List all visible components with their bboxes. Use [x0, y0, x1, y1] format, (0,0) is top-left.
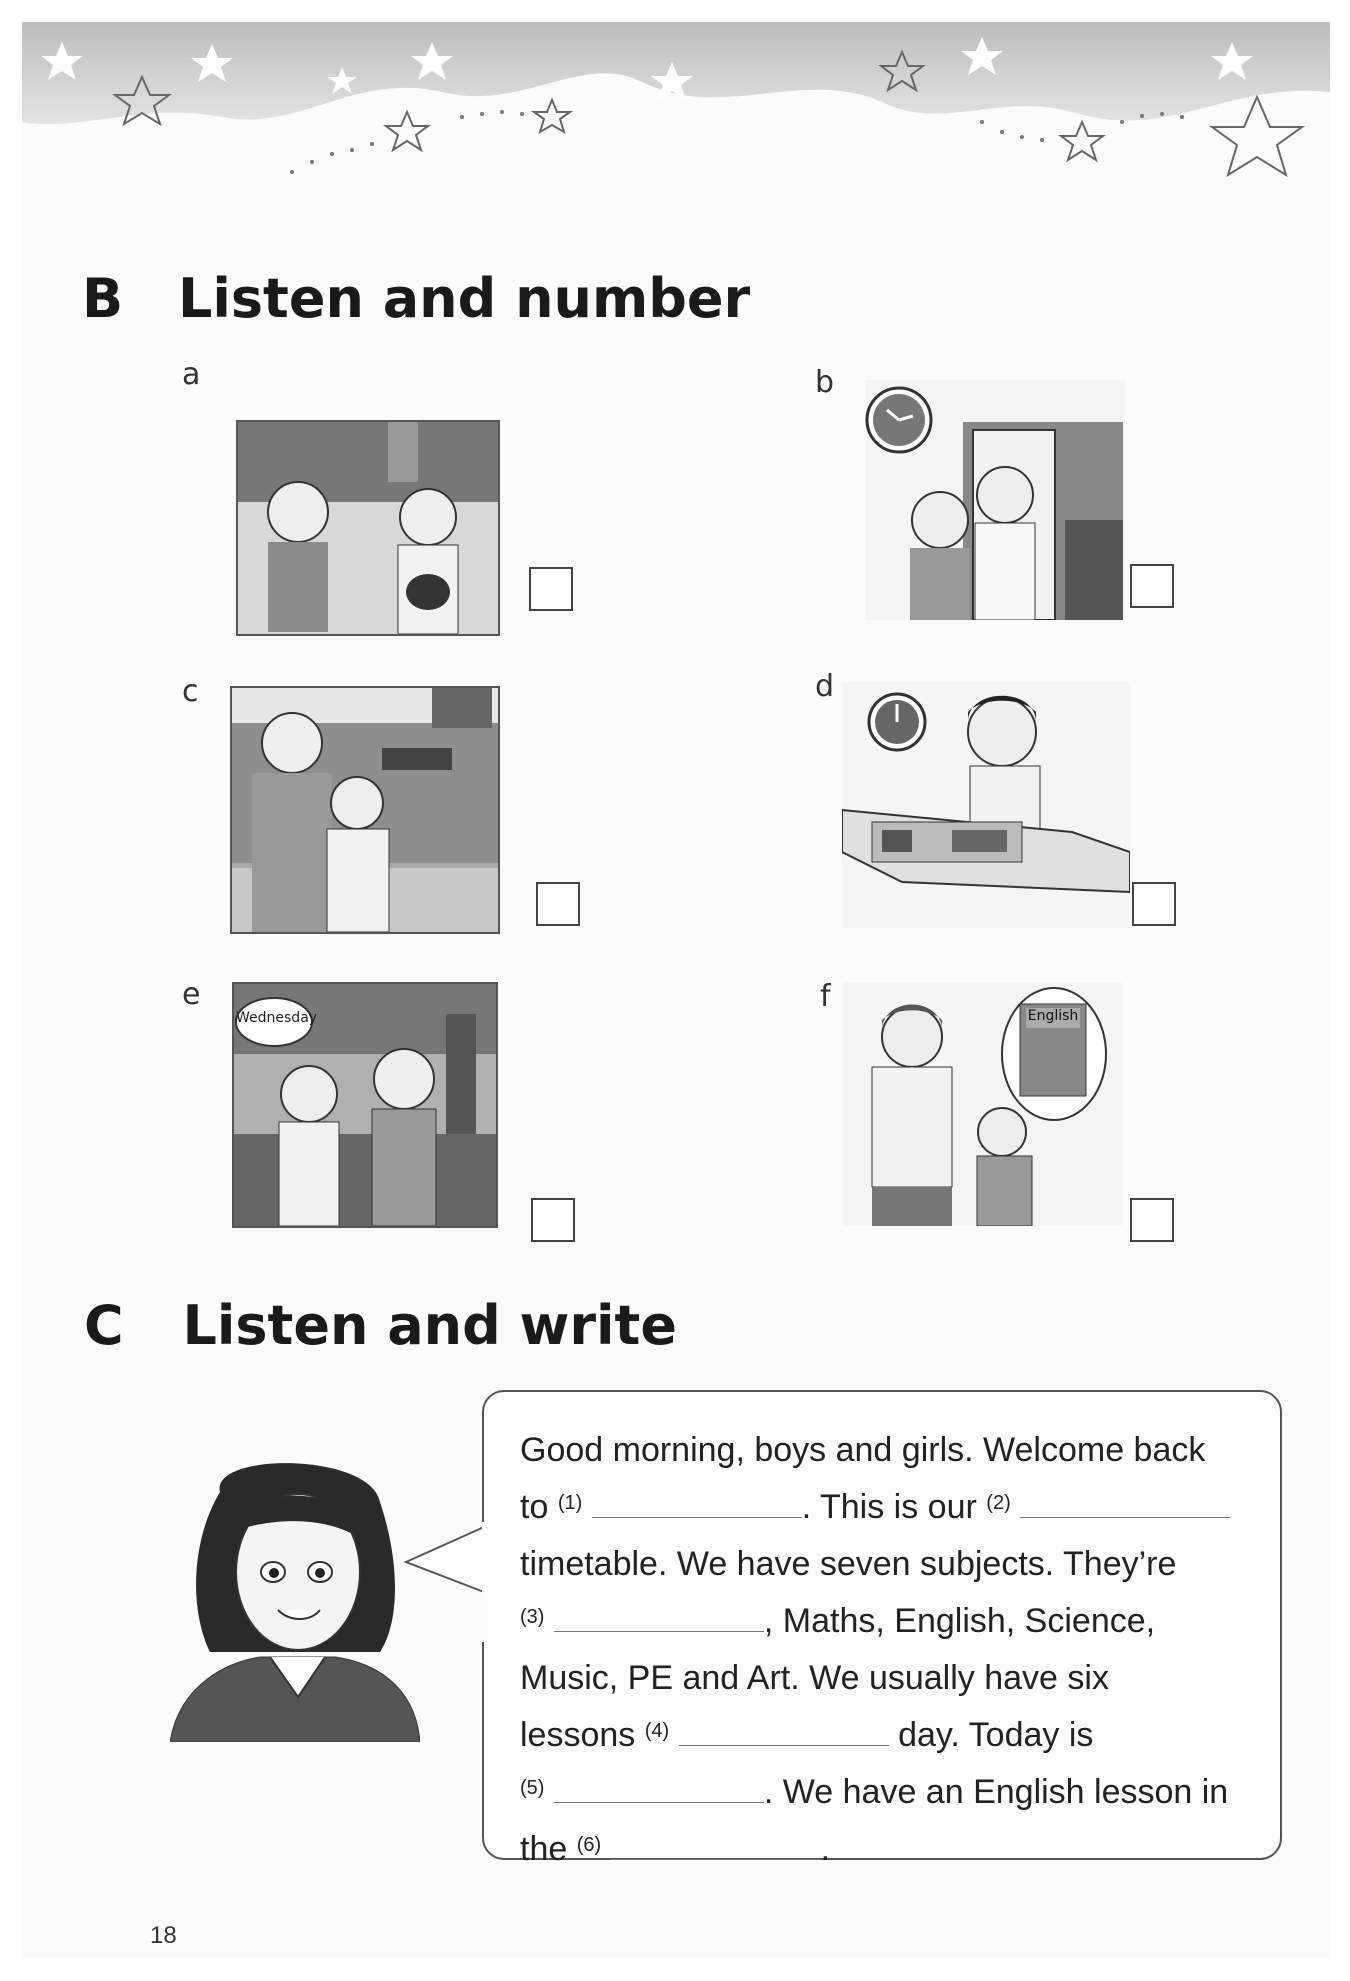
fill-in-paragraph [520, 1422, 1310, 1878]
worksheet-page [22, 22, 1330, 1959]
answer-box-e[interactable] [531, 1198, 575, 1242]
blank-5-number: (5) [520, 1777, 545, 1799]
paragraph-line-3 [520, 1536, 1310, 1593]
picture-b-girls-at-door [865, 380, 1125, 620]
item-a-letter: a [182, 357, 201, 392]
paragraph-line-4 [520, 1593, 1310, 1650]
picture-d-girl-eating-lunch [842, 682, 1130, 928]
picture-f-teacher-and-girl [842, 982, 1122, 1226]
picture-e-boys-talking [232, 982, 498, 1228]
paragraph-line-8 [520, 1821, 1310, 1878]
paragraph-line-6 [520, 1707, 1310, 1764]
line-8-text-a: the [520, 1830, 568, 1868]
line-6-text-b: day. Today is [898, 1716, 1094, 1754]
line-2-text-b: . This is our [801, 1488, 977, 1526]
star-banner [22, 22, 1330, 222]
item-b-letter: b [815, 365, 835, 400]
paragraph-line-5 [520, 1650, 1310, 1707]
picture-c-boat-on-river [230, 686, 500, 934]
section-c-title [84, 1294, 677, 1357]
blank-5-line[interactable] [554, 1772, 764, 1803]
item-d-letter: d [815, 669, 835, 704]
line-7-text: . We have an English lesson in [763, 1773, 1229, 1811]
picture-a-boys-ping-pong [236, 420, 500, 636]
line-6-text-a: lessons [520, 1716, 636, 1754]
speech-bubble-tail [402, 1522, 502, 1642]
section-c-letter: C [84, 1294, 124, 1357]
paragraph-line-1 [520, 1422, 1310, 1479]
teacher-illustration [170, 1462, 420, 1742]
answer-box-a[interactable] [529, 567, 573, 611]
item-c-letter: c [182, 674, 199, 709]
answer-box-c[interactable] [536, 882, 580, 926]
blank-1-line[interactable] [592, 1487, 802, 1518]
blank-1-number: (1) [557, 1492, 583, 1514]
paragraph-line-2 [520, 1479, 1310, 1536]
answer-box-d[interactable] [1132, 882, 1176, 926]
item-f-letter: f [820, 979, 831, 1014]
blank-3-number: (3) [520, 1606, 545, 1628]
section-c-heading: Listen and write [182, 1294, 677, 1357]
blank-2-line[interactable] [1020, 1487, 1230, 1518]
line-5-text: Music, PE and Art. We usually have six [520, 1659, 1109, 1697]
line-8-text-b: . [820, 1830, 831, 1868]
blank-3-line[interactable] [554, 1601, 764, 1632]
answer-box-f[interactable] [1130, 1198, 1174, 1242]
line-1-text: Good morning, boys and girls. Welcome back [520, 1431, 1206, 1469]
blank-6-line[interactable] [611, 1829, 821, 1860]
answer-box-b[interactable] [1130, 564, 1174, 608]
blank-2-number: (2) [986, 1492, 1011, 1514]
blank-4-line[interactable] [679, 1715, 889, 1746]
section-b-title [82, 267, 750, 330]
paragraph-line-7 [520, 1764, 1310, 1821]
wednesday-sign-text: Wednesday [236, 1010, 318, 1026]
line-3-text: timetable. We have seven subjects. They’re [520, 1545, 1177, 1583]
line-4-text: , Maths, English, Science, [763, 1602, 1156, 1640]
section-b-letter: B [82, 267, 124, 330]
page-number: 18 [150, 1922, 177, 1949]
english-book-label: English [1027, 1008, 1079, 1024]
item-e-letter: e [182, 977, 201, 1012]
blank-4-number: (4) [644, 1720, 670, 1742]
line-2-text-a: to [520, 1488, 549, 1526]
blank-6-number: (6) [576, 1834, 602, 1856]
section-b-heading: Listen and number [177, 267, 751, 330]
